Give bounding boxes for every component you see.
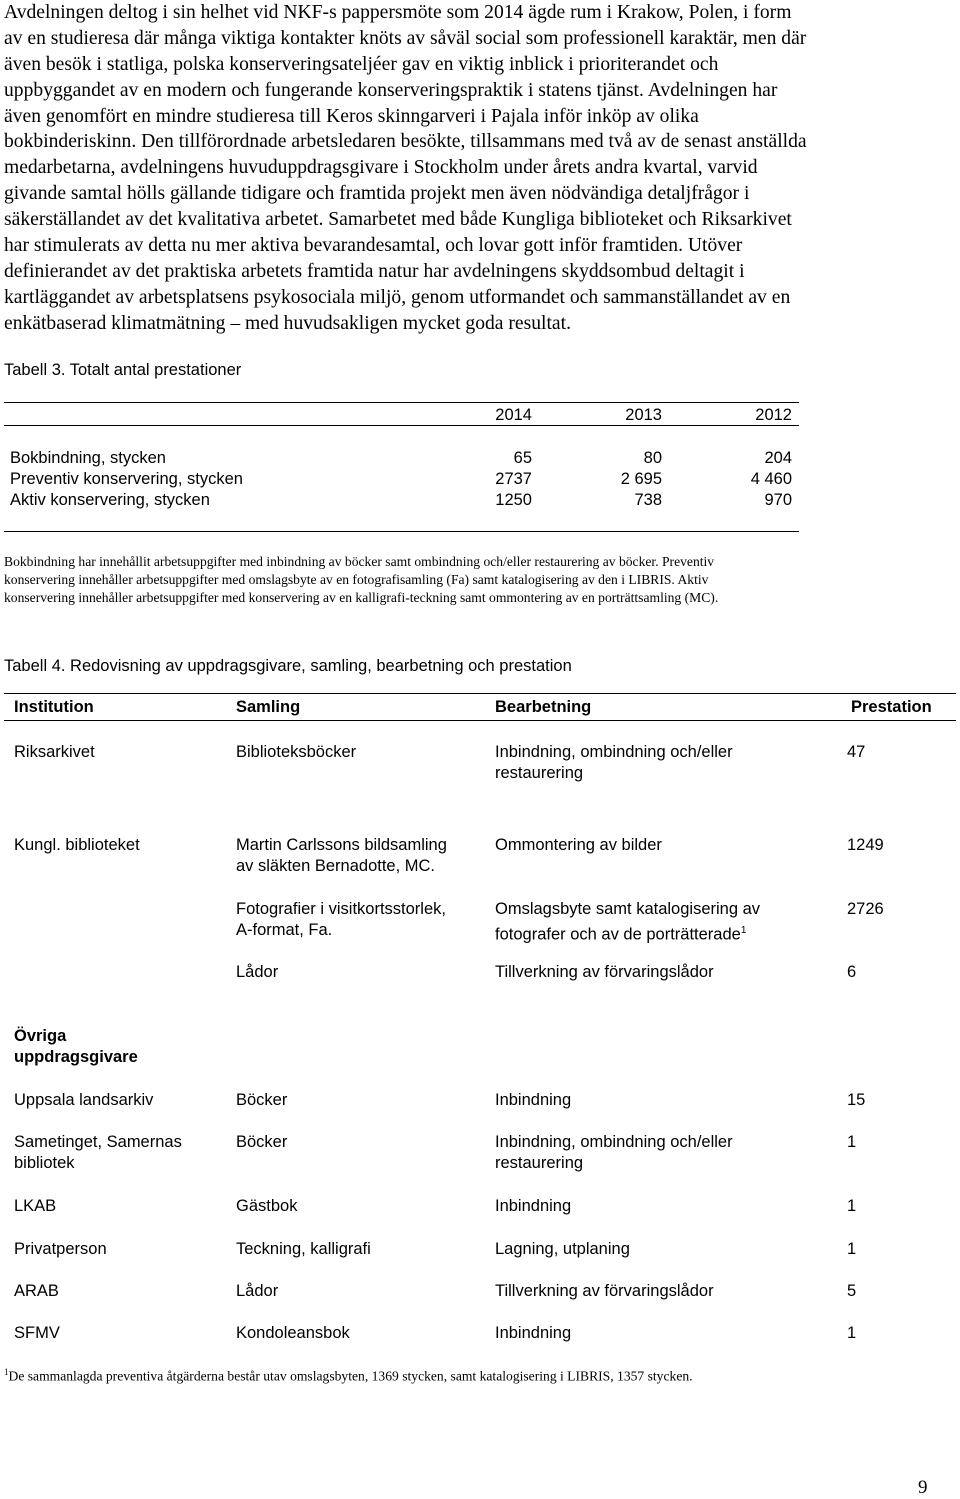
table4-institution: uppdragsgivare bbox=[14, 1048, 138, 1066]
table4-bearbetning: restaurering bbox=[495, 764, 584, 782]
table4-institution: bibliotek bbox=[14, 1154, 75, 1172]
body-line: även besök i statliga, polska konserveringsateljéer gav en viktig inblick i prioriterandet och bbox=[4, 53, 719, 75]
table4-prestation: 15 bbox=[847, 1091, 866, 1109]
table3-row-label: Preventiv konservering, stycken bbox=[10, 470, 243, 488]
table3-bottom-rule bbox=[4, 531, 799, 532]
table4-institution: Övriga bbox=[14, 1027, 67, 1045]
table3-cell: 970 bbox=[764, 491, 792, 509]
body-line: har stimulerats av detta nu mer aktiva bevarandesamtal, och lovar gott inför framtiden. Utöver bbox=[4, 235, 743, 257]
table4-samling: av släkten Bernadotte, MC. bbox=[236, 857, 436, 875]
table4-top-rule bbox=[4, 693, 956, 694]
table4-header-rule bbox=[4, 720, 956, 721]
table4-institution: LKAB bbox=[14, 1197, 57, 1215]
table4-samling: Lådor bbox=[236, 963, 279, 981]
table3-cell: 204 bbox=[764, 449, 792, 467]
body-line: uppbyggandet av en modern och fungerande konserveringspraktik i statens tjänst. Avdelningen har bbox=[4, 79, 778, 101]
table4-bearbetning: Inbindning bbox=[495, 1091, 572, 1109]
table3-cell: 738 bbox=[634, 491, 662, 509]
table4-prestation: 1 bbox=[847, 1133, 857, 1151]
table4-bearbetning: Inbindning, ombindning och/eller bbox=[495, 1133, 733, 1151]
table4-institution: Kungl. biblioteket bbox=[14, 836, 140, 854]
body-line: även genomfört en mindre studieresa till Keros skinngarveri i Pajala inför inköp av olika bbox=[4, 105, 699, 127]
table4-header-prestation: Prestation bbox=[851, 698, 932, 716]
body-line: Avdelningen deltog i sin helhet vid NKF-s pappersmöte som 2014 ägde rum i Krakow, Polen, i form bbox=[4, 2, 792, 23]
table3-cell: 4 460 bbox=[750, 470, 792, 488]
table4-prestation: 5 bbox=[847, 1282, 857, 1300]
table4-samling: Fotografier i visitkortsstorlek, bbox=[236, 900, 446, 918]
table4-bearbetning: Tillverkning av förvaringslådor bbox=[495, 963, 714, 981]
table3-cell: 2 695 bbox=[620, 470, 662, 488]
table4-institution: Riksarkivet bbox=[14, 743, 95, 761]
table4-samling: Lådor bbox=[236, 1282, 279, 1300]
table4-header-samling: Samling bbox=[236, 698, 301, 716]
table4-bearbetning: Lagning, utplaning bbox=[495, 1240, 630, 1258]
table4-institution: Privatperson bbox=[14, 1240, 107, 1258]
table3-year-2012: 2012 bbox=[755, 406, 792, 424]
table3-row-label: Bokbindning, stycken bbox=[10, 449, 166, 467]
table4-samling: Böcker bbox=[236, 1091, 288, 1109]
table4-prestation: 2726 bbox=[847, 900, 884, 918]
footnote-marker: 1 bbox=[4, 1367, 9, 1377]
body-line: av en studieresa där många viktiga kontakter knöts av såväl social som professionell karaktär, men där bbox=[4, 27, 807, 49]
body-paragraph bbox=[4, 0, 944, 337]
table3-year-2013: 2013 bbox=[625, 406, 662, 424]
table4-institution: Uppsala landsarkiv bbox=[14, 1091, 154, 1109]
table4-footnote-ref: 1 bbox=[740, 925, 747, 936]
body-line: säkerställandet av det kvalitativa arbetet. Samarbetet med både Kungliga biblioteket och Riksarkivet bbox=[4, 209, 792, 231]
table4-header-institution: Institution bbox=[14, 698, 94, 716]
table4-prestation: 1 bbox=[847, 1240, 857, 1258]
table4-bearbetning: Inbindning bbox=[495, 1197, 572, 1215]
page-number: 9 bbox=[918, 1477, 928, 1498]
table3-top-rule bbox=[4, 402, 799, 403]
table4-samling: Biblioteksböcker bbox=[236, 743, 357, 761]
table4-prestation: 47 bbox=[847, 743, 866, 761]
footnote bbox=[4, 1367, 693, 1385]
table4-prestation: 6 bbox=[847, 963, 857, 981]
body-line: bokbinderiskinn. Den tillförordnade arbetsledaren besökte, tillsammans med två av de senast anställda bbox=[4, 131, 807, 153]
table4-samling: Gästbok bbox=[236, 1197, 298, 1215]
table3-cell: 1250 bbox=[495, 491, 532, 509]
body-line: givande samtal hölls gällande tidigare och framtida projekt men även nödvändiga detaljfrågor i bbox=[4, 183, 750, 205]
table3-row-label: Aktiv konservering, stycken bbox=[10, 491, 210, 509]
footnote-text: De sammanlagda preventiva åtgärderna består utav omslagsbyten, 1369 stycken, samt katalogisering i LIBRIS, 1357 stycken. bbox=[8, 1368, 693, 1384]
body-line: definierandet av det praktiska arbetets framtida natur har avdelningens skyddsombud deltagit i bbox=[4, 260, 745, 282]
body-line: kartläggandet av arbetsplatsens psykosociala miljö, genom utformandet och sammanställandet av en bbox=[4, 286, 791, 308]
table4-bearbetning: restaurering bbox=[495, 1154, 584, 1172]
table4-bearbetning: Ommontering av bilder bbox=[495, 836, 662, 854]
table4-bearbetning: Tillverkning av förvaringslådor bbox=[495, 1282, 714, 1300]
table4-header-bearbetning: Bearbetning bbox=[495, 698, 592, 716]
table4-samling: Teckning, kalligrafi bbox=[236, 1240, 371, 1258]
table4-samling: A-format, Fa. bbox=[236, 921, 333, 939]
table3-cell: 80 bbox=[643, 449, 662, 467]
table4-bearbetning: fotografer och av de porträtterade$^1$ bbox=[495, 925, 747, 944]
table4-caption: Tabell 4. Redovisning av uppdragsgivare, samling, bearbetning och prestation bbox=[4, 657, 572, 675]
table3-note-line: Bokbindning har innehållit arbetsuppgifter med inbindning av böcker samt ombindning och/eller restaurering av böcker. Preventiv bbox=[4, 554, 715, 569]
table4-bearbetning: Omslagsbyte samt katalogisering av bbox=[495, 900, 761, 918]
table4-prestation: 1 bbox=[847, 1197, 857, 1215]
table4-bearbetning: Inbindning bbox=[495, 1324, 572, 1342]
table3-notes bbox=[4, 553, 944, 607]
table4-institution: SFMV bbox=[14, 1324, 60, 1342]
table4-prestation: 1 bbox=[847, 1324, 857, 1342]
table4-institution: Sametinget, Samernas bbox=[14, 1133, 182, 1151]
body-line: medarbetarna, avdelningens huvuduppdragsgivare i Stockholm under årets andra kvartal, varvid bbox=[4, 157, 758, 179]
table4-samling: Kondoleansbok bbox=[236, 1324, 350, 1342]
table4-samling: Böcker bbox=[236, 1133, 288, 1151]
table4-samling: Martin Carlssons bildsamling bbox=[236, 836, 447, 854]
table3-year-2014: 2014 bbox=[495, 406, 532, 424]
body-line: enkätbaserad klimatmätning – med huvudsakligen mycket goda resultat. bbox=[4, 312, 571, 334]
table3-header-rule bbox=[4, 425, 799, 426]
table3-caption: Tabell 3. Totalt antal prestationer bbox=[4, 361, 242, 379]
table4-bearbetning: Inbindning, ombindning och/eller bbox=[495, 743, 733, 761]
table4-prestation: 1249 bbox=[847, 836, 884, 854]
table3-cell: 65 bbox=[513, 449, 532, 467]
table3-note-line: konservering innehåller arbetsuppgifter med omslagsbyte av en fotografisamling (Fa) samt katalogisering av den i LIBRIS. Aktiv bbox=[4, 572, 709, 587]
table4-institution: ARAB bbox=[14, 1282, 59, 1300]
table3-cell: 2737 bbox=[495, 470, 532, 488]
table3-note-line: konservering innehåller arbetsuppgifter med konservering av en kalligrafi-teckning samt ommontering av en porträttsamling (MC). bbox=[4, 590, 719, 605]
